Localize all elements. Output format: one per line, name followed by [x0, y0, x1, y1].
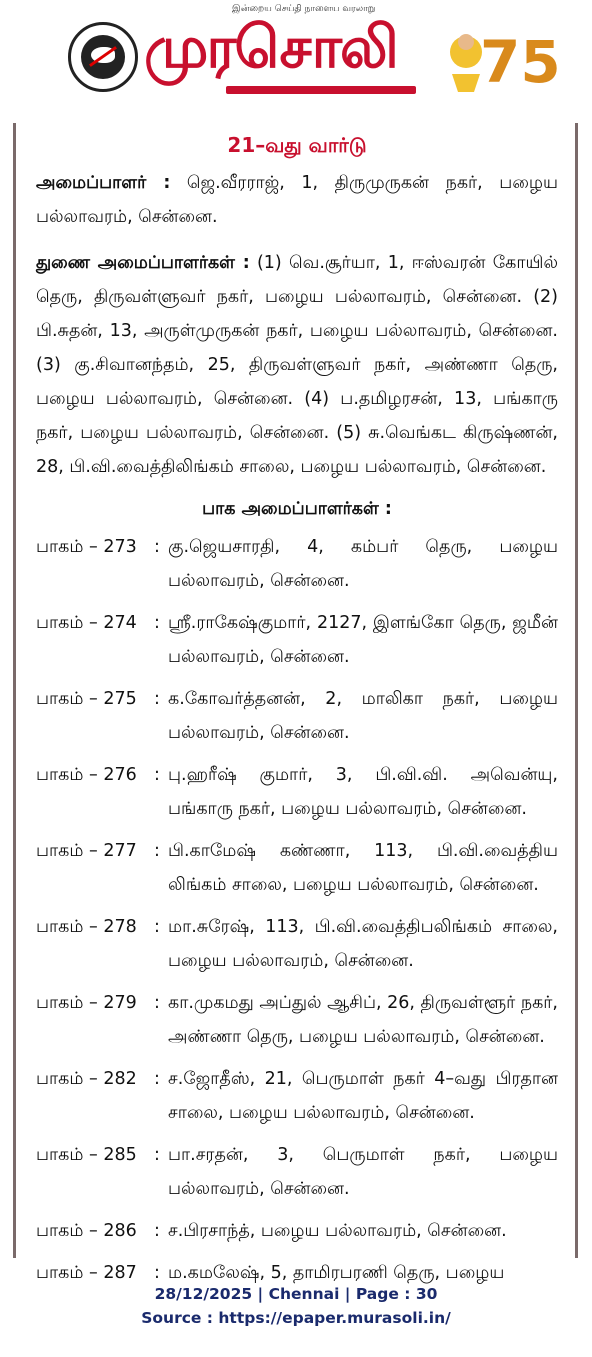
part-colon: : — [154, 765, 160, 785]
masthead-tagline: இன்றைய செய்தி நாளைய வரலாறு — [232, 4, 376, 14]
part-organiser: ம.கமலேஷ், 5, தாமிரபரணி தெரு, பழைய — [168, 1263, 505, 1283]
masthead — [0, 0, 592, 118]
part-number: பாகம் – 274 — [36, 613, 137, 633]
part-row — [36, 530, 558, 598]
part-number: பாகம் – 277 — [36, 841, 137, 861]
part-number: பாகம் – 275 — [36, 689, 137, 709]
part-organiser: ச.ஜோதீஸ், 21, பெருமாள் நகர் 4–வது பிரதான சாலை, பழைய பல்லாவரம், சென்னை. — [168, 1069, 558, 1123]
part-number: பாகம் – 273 — [36, 537, 137, 557]
left-column-rule — [13, 123, 16, 1258]
part-colon: : — [154, 537, 160, 557]
part-colon: : — [154, 1145, 160, 1165]
part-organiser: பா.சரதன், 3, பெருமாள் நகர், பழைய பல்லாவரம், சென்னை. — [168, 1145, 558, 1199]
deputies-paragraph — [36, 246, 558, 484]
part-row — [36, 1214, 558, 1248]
part-row — [36, 834, 558, 902]
part-row — [36, 1138, 558, 1206]
footer-source-line: Source : https://epaper.murasoli.in/ — [141, 1309, 451, 1327]
part-number: பாகம் – 286 — [36, 1221, 137, 1241]
part-number: பாகம் – 276 — [36, 765, 137, 785]
deputies-text: (1) வெ.சூர்யா, 1, ஈஸ்வரன் கோயில் தெரு, திருவள்ளுவர் நகர், பழைய பல்லாவரம், சென்னை. (2) பி.சுதன், 13, அருள்முருகன் நகர், பழைய பல்லாவரம், சென்னை. (3) கு.சிவானந்தம், 25, திருவள்ளுவர் நகர், அண்ணா தெரு, பழைய பல்லாவரம், சென்னை. (4) ப.தமிழரசன், 13, பங்காரு நகர், பழைய பல்லாவரம், சென்னை. (5) சு.வெங்கட கிருஷ்ணன், 28, பி.வி.வைத்திலிங்கம் சாலை, பழைய பல்லாவரம், சென்னை. — [36, 253, 558, 477]
logo-underline — [226, 86, 416, 94]
part-colon: : — [154, 993, 160, 1013]
part-organiser: பு.ஹரீஷ் குமார், 3, பி.வி.வி. அவென்யு, பங்காரு நகர், பழைய பல்லாவரம், சென்னை. — [168, 765, 558, 819]
party-emblem-icon — [68, 22, 138, 92]
ward-heading: 21–வது வார்டு — [227, 133, 367, 157]
deputies-label: துணை அமைப்பாளர்கள் : — [36, 253, 250, 273]
part-colon: : — [154, 1221, 160, 1241]
article-body — [36, 128, 558, 1298]
page-footer — [0, 1282, 592, 1330]
part-row — [36, 606, 558, 674]
part-number: பாகம் – 282 — [36, 1069, 137, 1089]
part-organiser: மா.சுரேஷ், 113, பி.வி.வைத்திபலிங்கம் சாலை, பழைய பல்லாவரம், சென்னை. — [168, 917, 558, 971]
part-number: பாகம் – 278 — [36, 917, 137, 937]
anniversary-logo-icon — [430, 12, 561, 102]
part-colon: : — [154, 917, 160, 937]
part-row — [36, 986, 558, 1054]
part-colon: : — [154, 613, 160, 633]
part-organiser: ச.பிரசாந்த், பழைய பல்லாவரம், சென்னை. — [168, 1221, 507, 1241]
organiser-text: ஜெ.வீரராஜ், 1, திருமுருகன் நகர், பழைய பல்லாவரம், சென்னை. — [36, 173, 558, 227]
part-row — [36, 682, 558, 750]
footer-date-line: 28/12/2025 | Chennai | Page : 30 — [154, 1285, 438, 1303]
part-organiser: கா.முகமது அப்துல் ஆசிப், 26, திருவள்ளூர் நகர், அண்ணா தெரு, பழைய பல்லாவரம், சென்னை. — [168, 993, 558, 1047]
part-colon: : — [154, 689, 160, 709]
part-organiser: கு.ஜெயசாரதி, 4, கம்பர் தெரு, பழைய பல்லாவரம், சென்னை. — [168, 537, 558, 591]
part-number: பாகம் – 287 — [36, 1263, 137, 1283]
part-row — [36, 758, 558, 826]
anniversary-number: 75 — [480, 28, 561, 96]
part-row — [36, 1062, 558, 1130]
part-number: பாகம் – 285 — [36, 1145, 137, 1165]
organiser-paragraph — [36, 166, 558, 234]
part-organiser: க.கோவர்த்தனன், 2, மாலிகா நகர், பழைய பல்லாவரம், சென்னை. — [168, 689, 558, 743]
part-organiser: ஸ்ரீ.ராகேஷ்குமார், 2127, இளங்கோ தெரு, ஜமீன் பல்லாவரம், சென்னை. — [168, 613, 558, 667]
organiser-label: அமைப்பாளர் : — [36, 173, 171, 193]
parts-list — [36, 530, 558, 1290]
part-organiser: பி.காமேஷ் கண்ணா, 113, பி.வி.வைத்திய லிங்கம் சாலை, பழைய பல்லாவரம், சென்னை. — [168, 841, 558, 895]
part-colon: : — [154, 1069, 160, 1089]
section-heading: பாக அமைப்பாளர்கள் : — [202, 499, 392, 519]
part-number: பாகம் – 279 — [36, 993, 137, 1013]
part-row — [36, 910, 558, 978]
newspaper-logo: முரசொலி — [144, 13, 397, 81]
part-colon: : — [154, 1263, 160, 1283]
part-colon: : — [154, 841, 160, 861]
right-column-rule — [575, 123, 578, 1258]
